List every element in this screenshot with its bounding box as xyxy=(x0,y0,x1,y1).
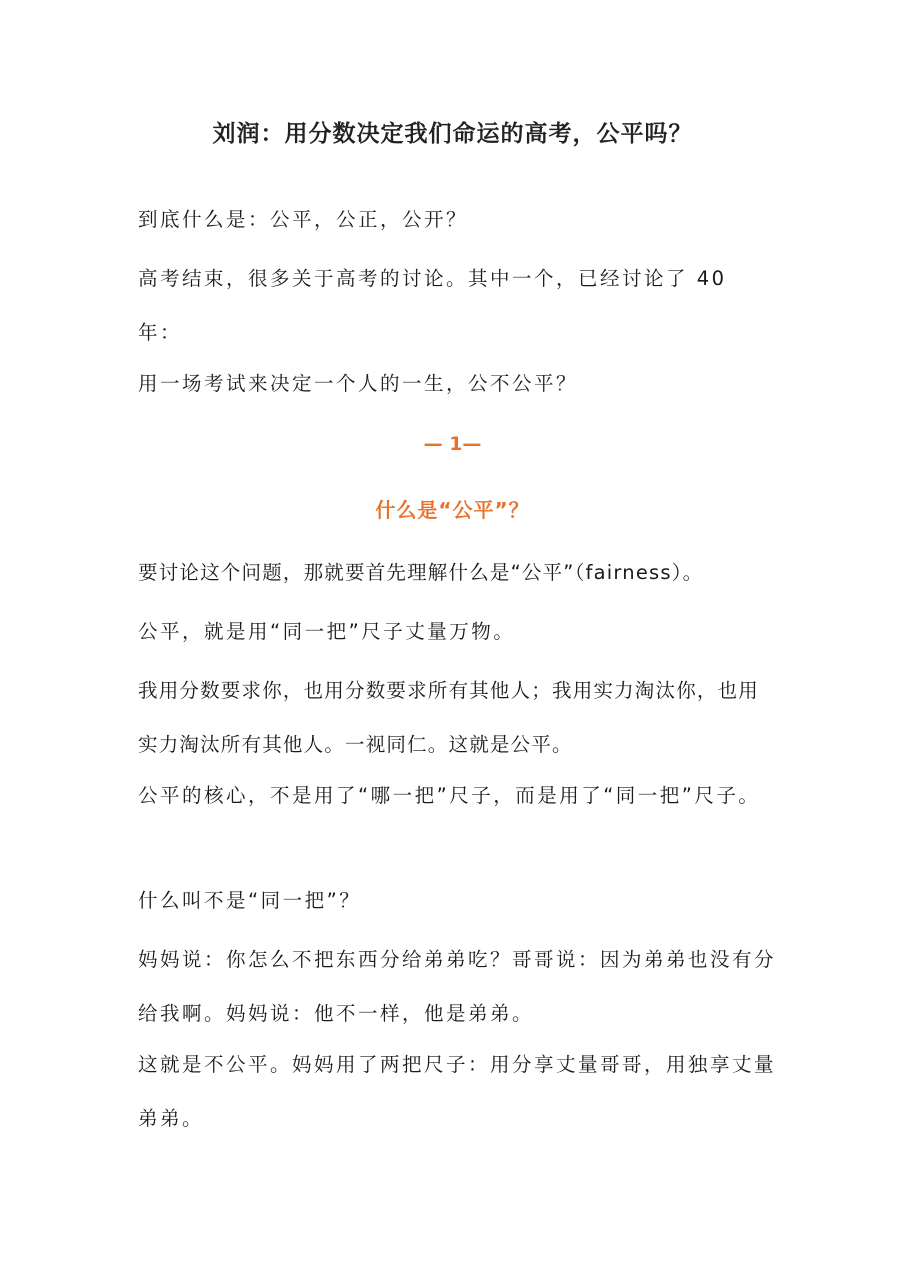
section-number: — 1— xyxy=(423,433,482,455)
section-heading: 什么是“公平”？ xyxy=(375,498,530,522)
intro-paragraph-3: 用一场考试来决定一个人的一生，公不公平？ xyxy=(138,372,579,395)
body-paragraph-6: 妈妈说：你怎么不把东西分给弟弟吃？哥哥说：因为弟弟也没有分给我啊。妈妈说：他不一样，他是弟弟。 xyxy=(138,948,777,1025)
body-paragraph-2: 公平，就是用“同一把”尺子丈量万物。 xyxy=(138,620,516,643)
body-paragraph-1: 要讨论这个问题，那就要首先理解什么是“公平”（fairness）。 xyxy=(138,561,704,584)
body-paragraph-7: 这就是不公平。妈妈用了两把尺子：用分享丈量哥哥，用独享丈量弟弟。 xyxy=(138,1053,777,1130)
body-paragraph-5: 什么叫不是“同一把”？ xyxy=(138,889,362,912)
intro-paragraph-1: 到底什么是：公平，公正，公开？ xyxy=(138,208,469,231)
body-paragraph-3: 我用分数要求你，也用分数要求所有其他人；我用实力淘汰你，也用实力淘汰所有其他人。一视同仁。这就是公平。 xyxy=(138,679,760,756)
intro-paragraph-2: 高考结束，很多关于高考的讨论。其中一个，已经讨论了 40 年： xyxy=(138,267,727,344)
article-title: 刘润：用分数决定我们命运的高考，公平吗？ xyxy=(212,121,693,147)
body-paragraph-4: 公平的核心，不是用了“哪一把”尺子，而是用了“同一把”尺子。 xyxy=(138,784,761,807)
